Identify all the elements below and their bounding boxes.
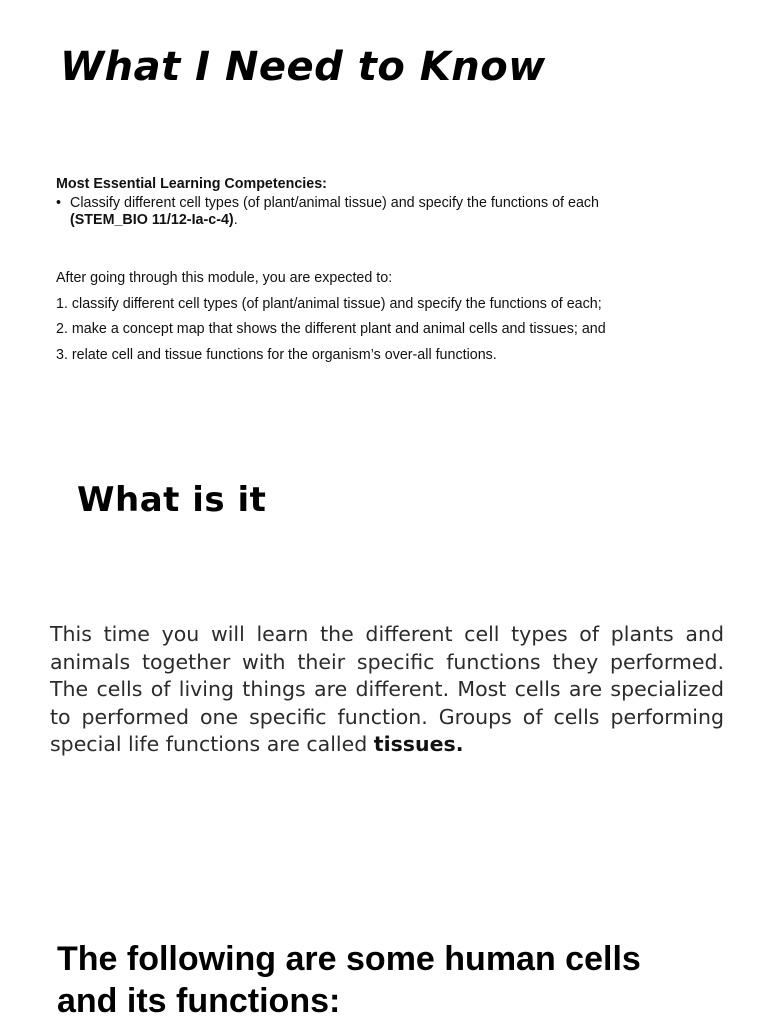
competencies-heading: Most Essential Learning Competencies:: [56, 176, 327, 192]
intro-paragraph: [50, 621, 724, 759]
objectives-intro: After going through this module, you are expected to:: [56, 270, 393, 286]
objective-item-1: 1. classify different cell types (of plant/animal tissue) and specify the functions of each;: [56, 295, 602, 312]
competency-bullet: [56, 195, 696, 229]
intro-paragraph-bold-term: tissues.: [373, 732, 464, 757]
section-title-what-is-it: What is it: [77, 480, 267, 520]
intro-paragraph-text: This time you will learn the different cell types of plants and animals together with their specific functions they performed. The cells of living things are different. Most cells are specialized to performed one specific function. Groups of cells performing special life functions are called: [50, 622, 724, 757]
competency-code: (STEM_BIO 11/12-Ia-c-4): [70, 212, 234, 228]
section-title-what-i-need-to-know: What I Need to Know: [60, 44, 546, 90]
human-cells-heading: The following are some human cells and its functions:: [57, 940, 641, 1020]
competency-description: Classify different cell types (of plant/animal tissue) and specify the functions of each: [70, 195, 599, 211]
bullet-icon: •: [56, 195, 62, 211]
objective-item-3: 3. relate cell and tissue functions for the organism’s over-all functions.: [56, 346, 497, 363]
objectives-block: [56, 270, 716, 372]
competency-period: .: [233, 212, 238, 228]
objective-item-2: 2. make a concept map that shows the different plant and animal cells and tissues; and: [56, 321, 606, 337]
competencies-block: [56, 176, 696, 229]
competency-text: [70, 195, 599, 229]
